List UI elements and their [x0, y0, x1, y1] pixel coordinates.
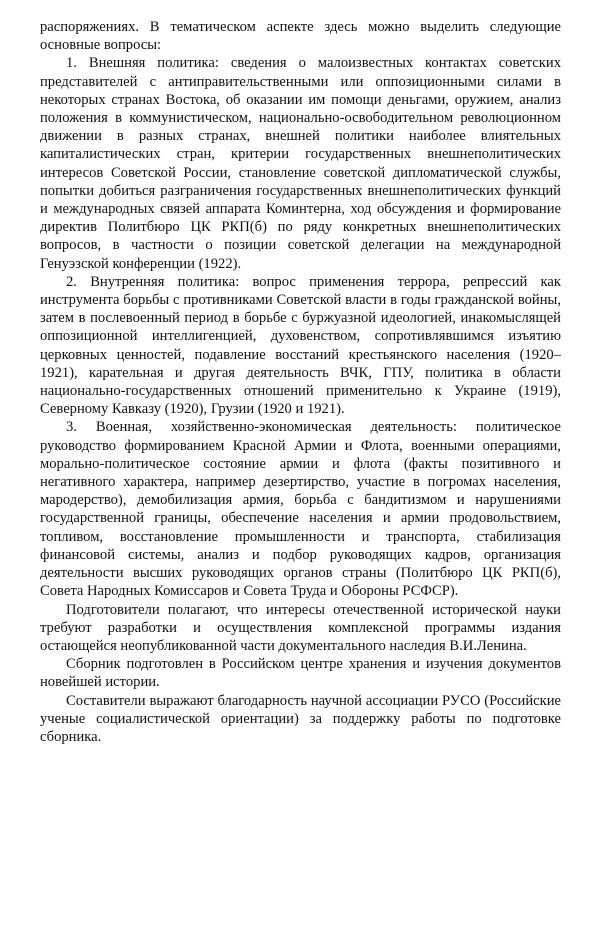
document-page — [40, 18, 561, 746]
domestic-policy-paragraph: 2. Внутренняя политика: вопрос применения террора, репрессий как инструмента борьбы с противниками Советской власти в годы гражданской войны, затем в послевоенный период в борьбе с буржуазной идеологией, инакомыслящей оппозиционной интеллигенцией, духовенством, сопротивлявшимся изъятию церковных ценностей, подавление восстаний крестьянского населения (1920–1921), карательная и другая деятельность ВЧК, ГПУ, политика в области национально-государственных отношений применительно к Украине (1919), Северному Кавказу (1920), Грузии (1920 и 1921). — [40, 273, 561, 418]
prepared-at-paragraph: Сборник подготовлен в Российском центре хранения и изучения документов новейшей истории. — [40, 656, 561, 691]
compilers-view-paragraph: Подготовители полагают, что интересы отечественной исторической науки требуют разработки и осуществления комплексной программы издания остающейся неопубликованной части документального наследия В.И.Ленина. — [40, 601, 561, 654]
intro-paragraph: распоряжениях. В тематическом аспекте здесь можно выделить следующие основные вопросы: — [40, 19, 561, 54]
foreign-policy-paragraph: 1. Внешняя политика: сведения о малоизвестных контактах советских представителей с антиправительственными или оппозиционными силами в некоторых странах Востока, об оказании им помощи деньгами, оружием, анализ положения в коммунистическом, национально-освободительном революционном движении в разных странах, внешней политики наиболее влиятельных капиталистических стран, критерии государственных внешнеполитических интересов Советской России, становление советской дипломатической службы, попытки добиться разграничения государственных внешнеполитических функций и международных связей аппарата Коминтерна, ход обсуждения и формирование директив Политбюро ЦК РКП(б) по ряду конкретных внешнеполитических вопросов, в частности о позиции советской делегации на международной Генуэзской конференции (1922). — [40, 55, 561, 272]
military-economic-paragraph: 3. Военная, хозяйственно-экономическая деятельность: политическое руководство формированием Красной Армии и Флота, военными операциями, морально-политическое состояние армии и флота (факты позитивного и негативного характера, например дезертирство, участие в погромах населения, мародерство), демобилизация армия, борьба с бандитизмом и нарушениями государственной границы, обеспечение населения и армии продовольствием, топливом, восстановление промышленности и транспорта, стабилизация финансовой системы, анализ и подбор руководящих кадров, организация деятельности высших руководящих органов страны (Политбюро ЦК РКП(б), Совета Народных Комиссаров и Совета Труда и Обороны РСФСР). — [40, 419, 561, 600]
acknowledgement-paragraph: Составители выражают благодарность научной ассоциации РУСО (Российские ученые социалистической ориентации) за поддержку работы по подготовке сборника. — [40, 692, 561, 745]
